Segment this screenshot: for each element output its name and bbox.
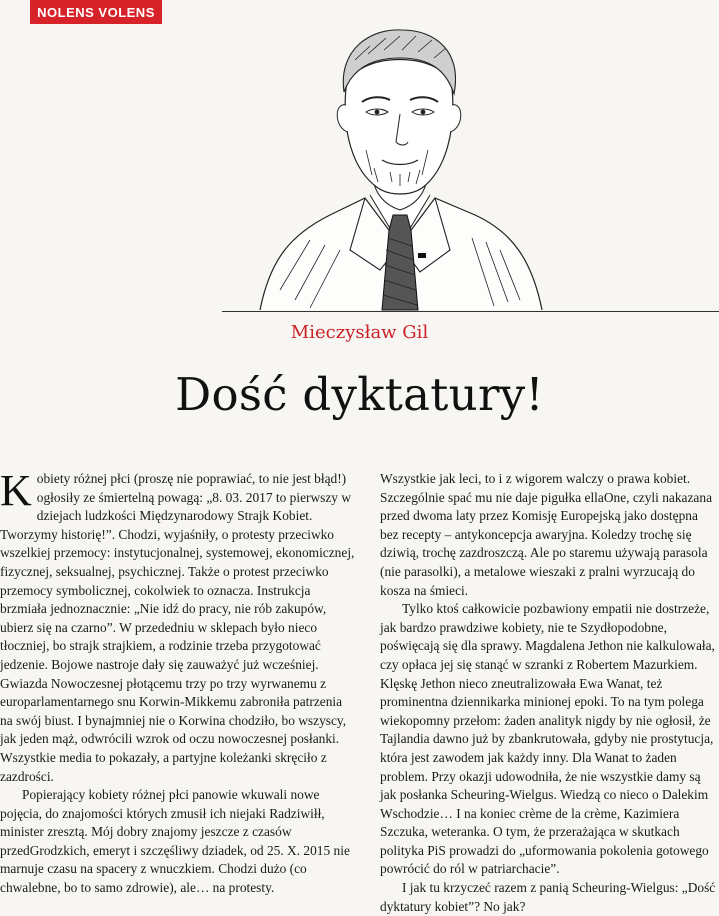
article-paragraph: Wszystkie jak leci, to i z wigorem walczy o prawa kobiet. Szczególnie spać mu nie daje pigułka ellaOne, czyli nakazana przed dwoma laty przez Komisję Europejską jako dostępna bez recepty – antykoncepcja awaryjna. Koledzy trochę się dziwią, trochę zazdroszczą. Ale po staremu używają parasola (nie parasolki), a metalowe wieszaki z pralni wyrzucają do kosza na śmieci. xyxy=(380,471,713,598)
section-tag: NOLENS VOLENS xyxy=(30,0,162,24)
author-portrait-illustration xyxy=(250,10,550,312)
author-byline: Mieczysław Gil xyxy=(290,322,429,343)
article-column-left xyxy=(0,466,355,898)
article-paragraph: I jak tu krzyczeć razem z panią Scheuring-Wielgus: „Dość dyktatury kobiet”? No jak? xyxy=(380,880,716,914)
article-paragraph: Kobiety różnej płci (proszę nie poprawiać, to nie jest błąd!) ogłosiły ze śmiertelną powagą: „8. 03. 2017 to pierwszy w dziejach ludzkości Międzynarodowy Strajk Kobiet. Tworzymy historię!”. Chodzi, wyjaśniły, o protesty przeciwko wszelkiej przemocy: instytucjonalnej, systemowej, ekonomicznej, fizycznej, seksualnej, psychicznej. Także o protest przeciwko przemocy symbolicznej, cokolwiek to oznacza. Instrukcja brzmiała jednoznacznie: „Nie idź do pracy, nie rób zakupów, ubierz się na czarno”. W przededniu w sklepach było nieco tłoczniej, bo strajk strajkiem, a rodzinie trzeba przygotować jedzenie. Bojowe nastroje dały się zauważyć już wcześniej. Gwiazda Nowoczesnej płotącemu trzy po trzy wyrwanemu z europarlamentarnego snu Korwin-Mikkemu zabroniła patrzenia na swój biust. I bynajmniej nie o Korwina chodziło, bo wszyscy, jak jeden mąż, odwrócili wzrok od oczu nowoczesnej posłanki. Wszystkie media to pokazały, a partyjne koleżanki skręciło z zazdrości. xyxy=(0,466,355,784)
portrait-divider-rule xyxy=(222,311,719,312)
article-paragraph: Popierający kobiety różnej płci panowie wkuwali nowe pojęcia, do znajomości których zmusił ich niejaki Radziwiłł, minister zresztą. Mój dobry znajomy jeszcze z czasów przedGrodzkich, emeryt i szczęśliwy dziadek, od 25. X. 2015 nie marnuje czasu na spacery z wnuczkiem. Chodzi dużo (co chwalebne, bo to samo zdrowie), ale… na protesty. xyxy=(0,787,350,896)
article-headline: Dość dyktatury! xyxy=(175,368,544,421)
drop-cap: K xyxy=(0,466,32,515)
article-column-right xyxy=(380,470,719,916)
article-paragraph: Tylko ktoś całkowicie pozbawiony empatii nie dostrzeże, jak bardzo prawdziwe kobiety, nie te Szydłopodobne, poświęcają się dla sprawy. Magdalena Jethon nie kalkulowała, czy opłaca jej się stanąć w szranki z Robertem Mazurkiem. Klęskę Jethon nieco zneutralizowała Ewa Wanat, też prominentna dziennikarka minionej epoki. To na tym polega wiekopomny przełom: żaden analityk nigdy by nie ogłosił, że Tajlandia dawno już by zbankrutowała, gdyby nie prostytucja, która jest zawodem jak każdy inny. Dla Wanat to żaden problem. Przy okazji udowodniła, że nie wszystkie damy są jak posłanka Scheuring-Wielgus. Wiedzą co nieco o Dalekim Wschodzie… I na koniec crème de la crème, Kazimiera Szczuka, weteranka. O tym, że przerażająca w skutkach polityka PiS prowadzi do „uformowania pokolenia gotowego powrócić do ról w patriarchacie”. xyxy=(380,601,715,877)
